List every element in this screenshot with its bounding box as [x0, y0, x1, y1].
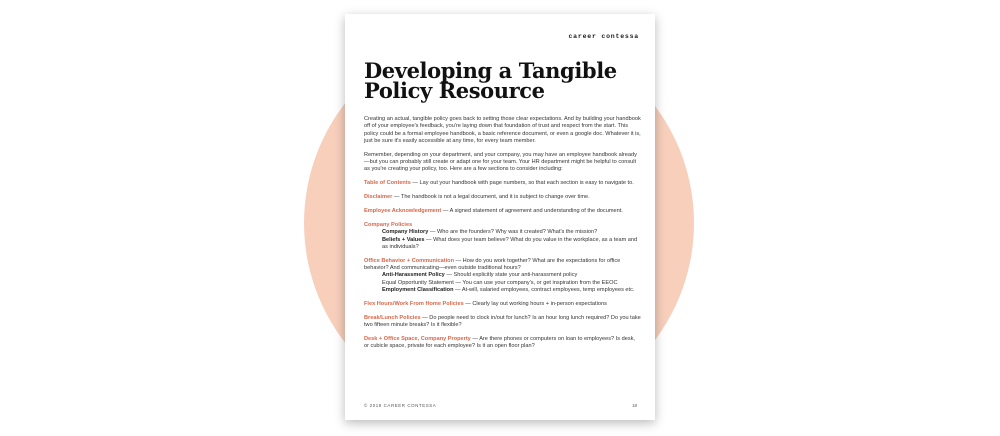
subsection-beliefs: [364, 237, 641, 252]
section-heading: Company Policies: [364, 221, 413, 228]
section-heading: Disclaimer: [364, 194, 393, 201]
section-text: — Are there phones or computers on loan to employees? Is desk, or cubicle space, private for each employee? Is it an open floor plan?: [364, 335, 635, 350]
section-acknowledgement: [364, 208, 641, 215]
subsection-label: Beliefs + Values: [382, 236, 425, 243]
subsection-label: Anti-Harassment Policy: [382, 272, 445, 279]
section-heading: Table of Contents: [364, 180, 411, 187]
footer-copyright: © 2019 CAREER CONTESSA: [364, 403, 437, 408]
page-number: 18: [632, 403, 637, 408]
subsection-text: — At-will, salaried employees, contract employees, temp employees etc.: [453, 286, 635, 293]
subsection-label: Employment Classification: [382, 286, 454, 293]
section-heading: Desk + Office Space, Company Property: [364, 335, 471, 342]
document-body: [364, 116, 641, 357]
subsection-history: [364, 229, 641, 236]
section-text: — The handbook is not a legal document, and it is subject to change over time.: [392, 194, 590, 201]
section-flex-hours: [364, 301, 641, 308]
section-toc: [364, 180, 641, 187]
intro-paragraph-1: Creating an actual, tangible policy goes back to setting those clear expectations. And by building your handbook off of your employee's feedback, you're laying down that foundation of trust and respect from the start. This policy could be a formal employee handbook, a basic reference document, or even a google doc. Whatever it is, just be sure it's easily accessible at any time, for every team member.: [364, 116, 641, 144]
section-intro: [364, 258, 641, 273]
section-text: — Clearly lay out working hours + in-person expectations: [463, 300, 607, 307]
subsection-text: — Who are the founders? Why was it created? What's the mission?: [428, 229, 598, 236]
subsection-anti-harassment: [364, 272, 641, 279]
section-heading: Break/Lunch Policies: [364, 314, 421, 321]
section-heading: Employee Acknowledgement: [364, 208, 442, 215]
brand-name: career contessa: [568, 33, 639, 40]
subsection-employment: [364, 287, 641, 294]
section-breaks: [364, 315, 641, 330]
section-text: — How do you work together? What are the expectations for office behavior? And communicating—even outside traditional hours?: [364, 257, 621, 272]
intro-paragraph-2: Remember, depending on your department, and your company, you may have an employee handbook already—but you can probably still create or adapt one for your team. Your HR department might be helpful to consult as you're creating your policy, too. Here are a few sections to consider including:: [364, 151, 637, 173]
section-desk: [364, 336, 641, 351]
section-text: — Lay out your handbook with page numbers, so that each section is easy to navigate to.: [410, 180, 634, 187]
document-page: [345, 14, 655, 420]
section-heading: Flex Hours/Work From Home Policies: [364, 300, 464, 307]
section-office-behavior: [364, 258, 641, 294]
subsection-text: — What does your team believe? What do you value in the workplace, as a team and as individuals?: [382, 236, 638, 250]
subsection-eeo: Equal Opportunity Statement — You can use your company's, or get inspiration from the EEOC: [382, 279, 618, 286]
section-heading: Office Behavior + Communication: [364, 257, 454, 264]
subsection-label: Company History: [382, 229, 429, 236]
page-title: Developing a Tangible Policy Resource: [364, 58, 617, 103]
section-text: — Do people need to clock in/out for lunch? Is an hour long lunch required? Do you take two fifteen minute breaks? Is it flexible?: [364, 314, 641, 328]
section-text: — A signed statement of agreement and understanding of the document.: [441, 208, 623, 215]
section-disclaimer: [364, 194, 641, 201]
section-company-policies: [364, 222, 641, 251]
subsection-text: — Should explicitly state your anti-harassment policy: [444, 272, 578, 279]
